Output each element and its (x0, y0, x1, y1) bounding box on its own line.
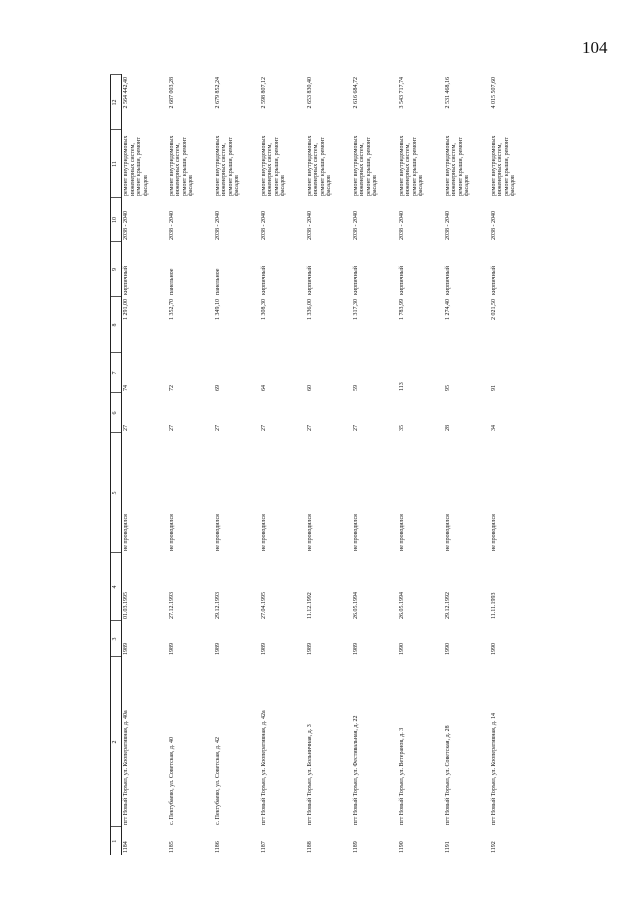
period-cell: 2038 - 2040 (444, 211, 451, 240)
wall-material-cell: панельное (168, 268, 175, 295)
address-cell: пгт Новый Торъял, ул. Кооперативная, д. 42а (260, 710, 267, 825)
works-cell: ремонт внутридомовых инженерных систем, ремонт крыши, ремонт фасадов (123, 135, 149, 196)
area-cell: 1 291,00 (123, 299, 129, 320)
area-cell: 2 021,50 (490, 299, 497, 320)
column-6-cell: 27 (214, 425, 221, 431)
area-cell: 1 274,40 (444, 299, 451, 320)
area-cell: 1 336,00 (306, 299, 313, 320)
date-cell: 11.11.1993 (490, 592, 497, 619)
column-7-cell: 60 (306, 385, 313, 391)
column-number: 8 (111, 297, 122, 353)
address-cell: пгт Новый Торъял, ул. Советская, д. 28 (444, 725, 451, 825)
row-number-cell: 1188 (306, 841, 313, 853)
table-row (168, 75, 214, 855)
column-number: 5 (111, 433, 122, 553)
cost-cell: 4 015 507,60 (490, 77, 497, 109)
row-number-cell: 1187 (260, 841, 267, 853)
row-number-cell: 1186 (214, 841, 221, 853)
date-cell: 29.12.1992 (444, 592, 451, 619)
period-cell: 2038 - 2040 (214, 211, 221, 240)
page-number: 104 (582, 38, 608, 57)
survey-cell: не проводился (352, 514, 359, 551)
year-built-cell: 1989 (214, 643, 221, 655)
column-number: 12 (111, 75, 122, 130)
row-number-cell: 1185 (168, 841, 175, 853)
cost-cell: 2 531 468,16 (444, 77, 451, 109)
table-row (214, 75, 260, 855)
table-row (352, 75, 398, 855)
column-7-cell: 91 (490, 385, 497, 391)
wall-material-cell: панельное (214, 268, 221, 295)
column-7-cell: 59 (352, 385, 359, 391)
column-7-cell: 64 (260, 385, 267, 391)
works-cell: ремонт внутридомовых инженерных систем, ремонт крыши, ремонт фасадов (168, 135, 195, 196)
table-row (260, 75, 306, 855)
address-cell: пгт Новый Торъял, ул. Ветеранов, д. 3 (398, 727, 405, 825)
column-number-row (111, 75, 122, 855)
table-row (398, 75, 444, 855)
survey-cell: не проводился (398, 514, 405, 551)
column-6-cell: 28 (444, 425, 451, 431)
works-cell: ремонт внутридомовых инженерных систем, ремонт крыши, ремонт фасадов (398, 135, 425, 196)
cost-cell: 2 598 807,12 (260, 77, 267, 109)
works-cell: ремонт внутридомовых инженерных систем, ремонт крыши, ремонт фасадов (352, 135, 379, 196)
works-cell: ремонт внутридомовых инженерных систем, ремонт крыши, ремонт фасадов (490, 135, 517, 196)
wall-material-cell: кирпичный (398, 265, 405, 295)
column-number: 11 (111, 130, 122, 198)
area-cell: 1 317,30 (352, 299, 359, 320)
wall-material-cell: кирпичный (123, 265, 129, 295)
period-cell: 2038 - 2040 (490, 211, 497, 240)
column-7-cell: 113 (398, 382, 405, 391)
address-cell: пгт Новый Торъял, ул. Фестивальная, д. 22 (352, 715, 359, 825)
date-cell: 27.12.1993 (168, 592, 175, 619)
address-cell: с. Пектубаево, ул. Советская, д. 40 (168, 737, 175, 825)
year-built-cell: 1990 (490, 643, 497, 655)
wall-material-cell: кирпичный (490, 265, 497, 295)
year-built-cell: 1989 (260, 643, 267, 655)
survey-cell: не проводился (168, 514, 175, 551)
column-6-cell: 27 (306, 425, 313, 431)
wall-material-cell: кирпичный (260, 265, 267, 295)
year-built-cell: 1990 (444, 643, 451, 655)
survey-cell: не проводился (214, 514, 221, 551)
column-7-cell: 95 (444, 385, 451, 391)
area-cell: 1 352,70 (168, 299, 175, 320)
column-number: 1 (111, 827, 122, 855)
survey-cell: не проводился (123, 514, 129, 551)
year-built-cell: 1989 (352, 643, 359, 655)
date-cell: 01.03.1995 (123, 592, 129, 619)
column-6-cell: 27 (123, 425, 129, 431)
year-built-cell: 1989 (123, 643, 129, 655)
register-body (122, 75, 536, 855)
column-6-cell: 27 (168, 425, 175, 431)
date-cell: 11.12.1992 (306, 592, 313, 619)
wall-material-cell: кирпичный (352, 265, 359, 295)
year-built-cell: 1989 (168, 643, 175, 655)
row-number-cell: 1192 (490, 841, 497, 853)
rotated-table (110, 75, 600, 855)
row-number-cell: 1184 (123, 841, 129, 853)
date-cell: 29.12.1993 (214, 592, 221, 619)
column-number: 10 (111, 198, 122, 242)
works-cell: ремонт внутридомовых инженерных систем, ремонт крыши, ремонт фасадов (260, 135, 287, 196)
period-cell: 2038 - 2040 (168, 211, 175, 240)
date-cell: 26.05.1994 (398, 592, 405, 619)
period-cell: 2038 - 2040 (306, 211, 313, 240)
cost-cell: 2 679 852,24 (214, 77, 221, 109)
cost-cell: 2 616 684,72 (352, 77, 359, 109)
column-7-cell: 72 (168, 385, 175, 391)
row-number-cell: 1189 (352, 841, 359, 853)
column-7-cell: 69 (214, 385, 221, 391)
table-row (444, 75, 490, 855)
period-cell: 2038 - 2040 (123, 211, 129, 240)
column-7-cell: 74 (123, 385, 129, 391)
cost-cell: 2 564 442,40 (123, 77, 129, 109)
register-table (110, 75, 536, 856)
column-6-cell: 27 (352, 425, 359, 431)
year-built-cell: 1989 (306, 643, 313, 655)
survey-cell: не проводился (444, 514, 451, 551)
works-cell: ремонт внутридомовых инженерных систем, ремонт крыши, ремонт фасадов (214, 135, 241, 196)
area-cell: 1 308,30 (260, 299, 267, 320)
row-number-cell: 1190 (398, 841, 405, 853)
wall-material-cell: кирпичный (306, 265, 313, 295)
cost-cell: 3 543 717,74 (398, 77, 405, 109)
column-number: 3 (111, 621, 122, 657)
survey-cell: не проводился (306, 514, 313, 551)
table-row (306, 75, 352, 855)
date-cell: 26.05.1994 (352, 592, 359, 619)
survey-cell: не проводился (260, 514, 267, 551)
column-number: 9 (111, 242, 122, 297)
rotated-table-frame (110, 75, 600, 855)
year-built-cell: 1990 (398, 643, 405, 655)
area-cell: 1 783,99 (398, 299, 405, 320)
cost-cell: 2 653 830,40 (306, 77, 313, 109)
table-row (122, 75, 168, 855)
column-number: 2 (111, 657, 122, 827)
period-cell: 2038 - 2040 (398, 211, 405, 240)
address-cell: пгт Новый Торъял, ул. Больничная, д. 3 (306, 724, 313, 825)
survey-cell: не проводился (490, 514, 497, 551)
date-cell: 27.04.1995 (260, 592, 267, 619)
table-row (490, 75, 536, 855)
works-cell: ремонт внутридомовых инженерных систем, ремонт крыши, ремонт фасадов (306, 135, 333, 196)
wall-material-cell: кирпичный (444, 265, 451, 295)
row-number-cell: 1191 (444, 841, 451, 853)
address-cell: пгт Новый Торъял, ул. Кооперативная, д. 40а (123, 710, 129, 825)
address-cell: с. Пектубаево, ул. Советская, д. 42 (214, 737, 221, 825)
period-cell: 2038 - 2040 (260, 211, 267, 240)
address-cell: пгт Новый Торъял, ул. Кооперативная, д. 14 (490, 713, 497, 825)
column-6-cell: 35 (398, 425, 405, 431)
period-cell: 2038 - 2040 (352, 211, 359, 240)
column-6-cell: 27 (260, 425, 267, 431)
column-6-cell: 34 (490, 425, 497, 431)
cost-cell: 2 687 003,28 (168, 77, 175, 109)
column-number: 7 (111, 353, 122, 393)
area-cell: 1 349,10 (214, 299, 221, 320)
column-number: 6 (111, 393, 122, 433)
works-cell: ремонт внутридомовых инженерных систем, ремонт крыши, ремонт фасадов (444, 135, 471, 196)
column-number: 4 (111, 553, 122, 621)
